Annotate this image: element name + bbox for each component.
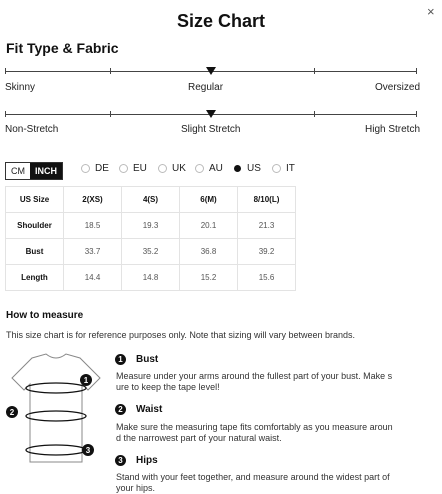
step-title-bust: Bust	[136, 354, 159, 365]
step-number-badge: 2	[115, 404, 126, 415]
region-it-radio[interactable]	[272, 163, 295, 174]
radio-icon	[81, 164, 90, 173]
fit-label-skinny: Skinny	[5, 82, 36, 93]
table-cell: 20.1	[180, 213, 238, 239]
fit-label-oversized: Oversized	[375, 82, 421, 93]
step-number-badge: 1	[115, 354, 126, 365]
step-desc-line: d the narrowest part of your natural waist.	[116, 433, 282, 443]
close-icon[interactable]: ×	[427, 4, 435, 19]
table-row	[6, 239, 296, 265]
radio-icon	[158, 164, 167, 173]
reference-note: This size chart is for reference purposes only. Note that sizing will vary between brands.	[6, 330, 355, 340]
stretch-tick-left	[5, 111, 6, 117]
unit-toggle	[5, 162, 63, 180]
stretch-tick-right	[416, 111, 417, 117]
svg-text:3: 3	[85, 446, 91, 455]
svg-text:1: 1	[83, 376, 89, 385]
table-row	[6, 213, 296, 239]
table-cell: 33.7	[64, 239, 122, 265]
step-desc-waist	[116, 422, 442, 444]
step-desc-hips	[116, 472, 442, 494]
fit-tick	[314, 68, 315, 74]
region-label: IT	[286, 163, 295, 174]
stretch-tick	[110, 111, 111, 117]
step-desc-line: Stand with your feet together, and measure around the widest part of	[116, 472, 390, 482]
radio-icon	[119, 164, 128, 173]
stretch-selected-marker	[206, 110, 216, 118]
region-label: US	[247, 163, 261, 174]
fit-label-regular: Regular	[188, 82, 224, 93]
table-cell: 15.6	[238, 265, 296, 291]
stretch-label-non: Non-Stretch	[5, 124, 59, 135]
table-cell: 18.5	[64, 213, 122, 239]
stretch-label-high: High Stretch	[365, 124, 421, 135]
table-row	[6, 265, 296, 291]
table-cell: 36.8	[180, 239, 238, 265]
table-header-cell: 2(XS)	[64, 187, 122, 213]
fit-selected-marker	[206, 67, 216, 75]
table-cell: 39.2	[238, 239, 296, 265]
stretch-tick	[314, 111, 315, 117]
radio-selected-icon	[234, 165, 241, 172]
table-header-row	[6, 187, 296, 213]
table-cell: 14.8	[122, 265, 180, 291]
table-header-cell: 6(M)	[180, 187, 238, 213]
table-header-cell: 8/10(L)	[238, 187, 296, 213]
region-label: EU	[133, 163, 147, 174]
fit-tick-left	[5, 68, 6, 74]
radio-icon	[272, 164, 281, 173]
fit-fabric-title: Fit Type & Fabric	[6, 40, 119, 56]
region-de-radio[interactable]	[81, 163, 109, 174]
table-cell: 15.2	[180, 265, 238, 291]
region-us-radio[interactable]	[233, 163, 261, 174]
table-header-cell: US Size	[6, 187, 64, 213]
step-desc-bust	[116, 371, 442, 393]
row-label: Bust	[6, 239, 64, 265]
table-cell: 19.3	[122, 213, 180, 239]
unit-cm-option[interactable]: CM	[11, 166, 25, 176]
step-title-hips: Hips	[136, 455, 158, 466]
size-table	[5, 186, 296, 291]
fit-tick	[110, 68, 111, 74]
stretch-label-slight: Slight Stretch	[181, 124, 241, 135]
svg-text:2: 2	[9, 408, 15, 417]
step-title-waist: Waist	[136, 404, 163, 415]
step-desc-line: Measure under your arms around the fullest part of your bust. Make s	[116, 371, 393, 381]
region-eu-radio[interactable]	[119, 163, 147, 174]
fit-tick-right	[416, 68, 417, 74]
table-header-cell: 4(S)	[122, 187, 180, 213]
step-number-badge: 3	[115, 455, 126, 466]
how-to-measure-title: How to measure	[6, 310, 84, 321]
table-cell: 35.2	[122, 239, 180, 265]
step-desc-line: your hips.	[116, 483, 156, 493]
region-label: AU	[209, 163, 223, 174]
step-desc-line: Make sure the measuring tape fits comfortably as you measure aroun	[116, 422, 393, 432]
region-au-radio[interactable]	[195, 163, 223, 174]
region-uk-radio[interactable]	[158, 163, 186, 174]
step-desc-line: ure to keep the tape level!	[116, 382, 220, 392]
table-cell: 21.3	[238, 213, 296, 239]
page-title: Size Chart	[176, 11, 266, 31]
radio-icon	[195, 164, 204, 173]
row-label: Shoulder	[6, 213, 64, 239]
unit-inch-option[interactable]: INCH	[30, 163, 62, 179]
table-cell: 14.4	[64, 265, 122, 291]
row-label: Length	[6, 265, 64, 291]
tshirt-illustration	[4, 350, 104, 470]
region-label: UK	[172, 163, 186, 174]
region-label: DE	[95, 163, 109, 174]
